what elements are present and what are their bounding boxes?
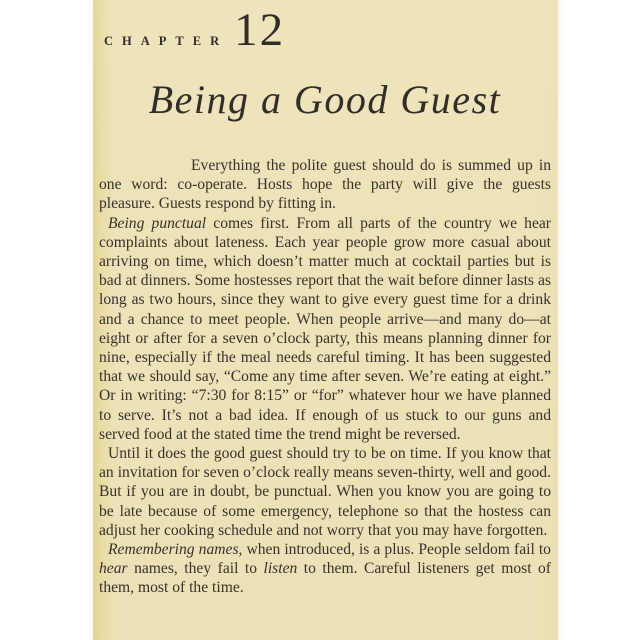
book-page xyxy=(93,0,558,640)
chapter-label: CHAPTER xyxy=(104,34,229,48)
chapter-heading xyxy=(99,0,551,54)
paragraph-being-punctual: Being punctual comes first. From all parts of the country we hear complaints about lateness. Each year people grow more casual about arriving on time, which doesn’t matter much at cocktail parties but is bad at dinners. Some hostesses report that the wait before dinner lasts as long as two hours, since they want to give every guest time for a drink and a chance to meet people. When people arrive—and many do—at eight or after for a seven o’clock party, this means planning dinner for nine, especially if the meal needs careful timing. It has been suggested that we should say, “Come any time after seven. We’re eating at eight.” Or in writing: “7:30 for 8:15” or “for” whatever hour we have planned to serve. It’s not a bad idea. If enough of us stuck to our guns and served food at the stated time the trend might be reversed. xyxy=(99,214,551,443)
chapter-number: 12 xyxy=(234,4,286,56)
paragraph-remembering-names: Remembering names, when introduced, is a plus. People seldom fail to hear names, they fail to listen to them. Careful listeners get most of them, most of the time. xyxy=(99,541,552,597)
paragraph-until-it-does: Until it does the good guest should try to be on time. If you know that an invitation for seven o’clock really means seven-thirty, well and good. But if you are in doubt, be punctual. When you know you are going to be late because of some emergency, telephone so that the hostess can adjust her cooking schedule and not worry that you may have forgotten. xyxy=(99,445,551,539)
body-text xyxy=(99,156,551,598)
page-title: Being a Good Guest xyxy=(148,77,502,122)
paragraph-opening: Everything the polite guest should do is summed up in one word: co-operate. Hosts hope the party will give the guests pleasure. Guests respond by fitting in. xyxy=(99,157,551,213)
